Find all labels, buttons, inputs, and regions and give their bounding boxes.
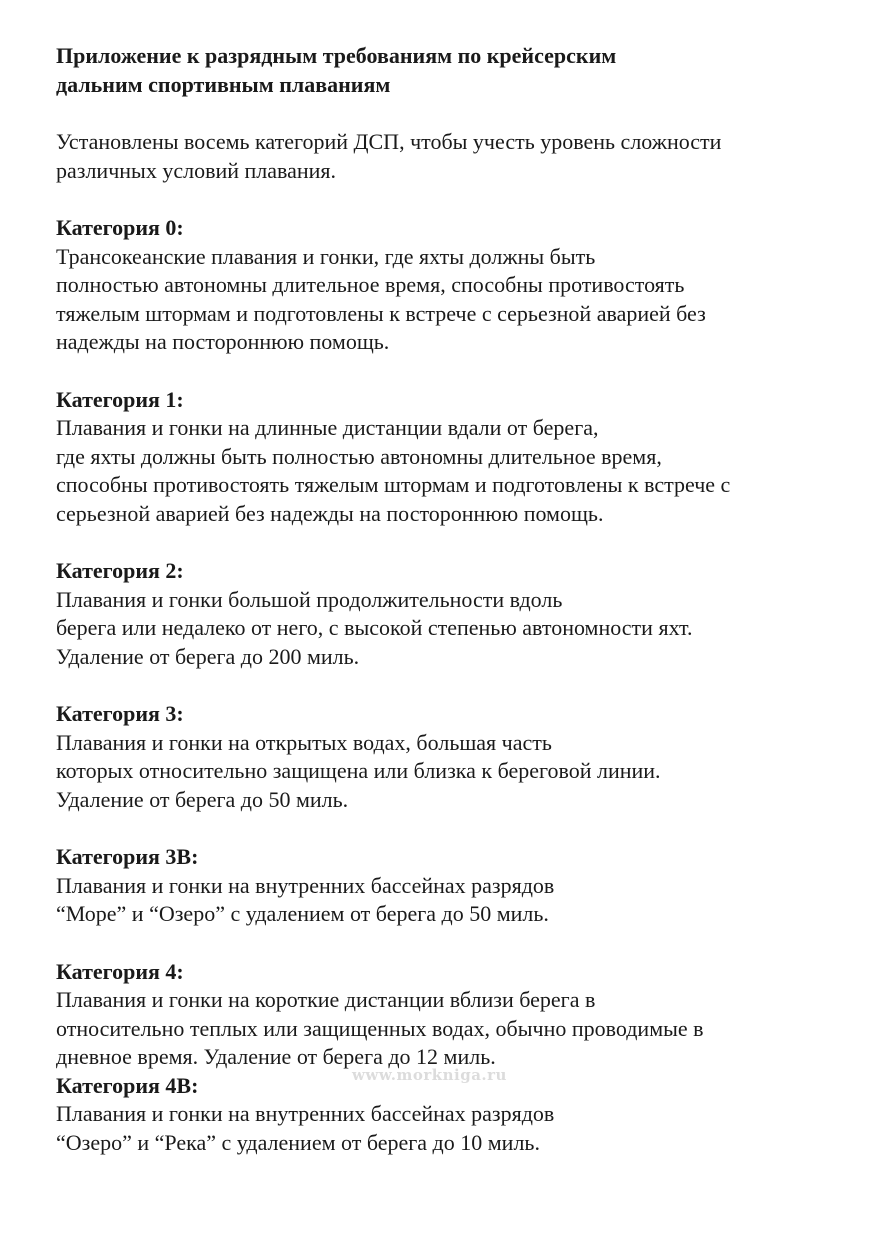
category-text-line: Удаление от берега до 50 миль. [56, 786, 349, 812]
category-text-line: серьезной аварией без надежды на постороннюю помощь. [56, 500, 604, 526]
category-text-line: способны противостоять тяжелым штормам и подготовлены к встрече с [56, 472, 731, 497]
category-4b [56, 1072, 856, 1158]
category-title: Категория 0: [56, 215, 184, 240]
category-0 [56, 214, 856, 357]
category-text-line: относительно теплых или защищенных водах, обычно проводимые в [56, 1015, 704, 1041]
intro-line: Установлены восемь категорий ДСП, чтобы учесть уровень сложности [56, 129, 722, 154]
category-text-line: Плавания и гонки большой продолжительности вдоль [56, 586, 563, 612]
category-text-line: дневное время. Удаление от берега до 12 миль. [56, 1044, 496, 1069]
category-text-line: берега или недалеко от него, с высокой степенью автономности яхт. [56, 615, 693, 640]
category-text-line: Плавания и гонки на внутренних бассейнах разрядов [56, 872, 555, 898]
intro-paragraph [56, 128, 856, 185]
category-text-line: Плавания и гонки на внутренних бассейнах разрядов [56, 1101, 555, 1126]
category-title: Категория 2: [56, 558, 184, 583]
category-text-line: Плавания и гонки на короткие дистанции вблизи берега в [56, 987, 596, 1012]
category-text-line: “Море” и “Озеро” с удалением от берега до 50 миль. [56, 901, 549, 926]
category-3b [56, 843, 856, 929]
category-title: Категория 4: [56, 958, 184, 984]
category-title: Категория 3: [56, 701, 184, 726]
category-4 [56, 958, 856, 1072]
category-text-line: полностью автономны длительное время, способны противостоять [56, 272, 685, 297]
document-page [56, 42, 856, 1157]
document-title [56, 42, 856, 99]
category-text-line: Удаление от берега до 200 миль. [56, 643, 360, 669]
category-2 [56, 557, 856, 671]
category-text-line: “Озеро” и “Река” с удалением от берега до 10 миль. [56, 1129, 540, 1155]
category-3 [56, 700, 856, 814]
category-text-line: Плавания и гонки на открытых водах, большая часть [56, 729, 552, 755]
category-text-line: Трансокеанские плавания и гонки, где яхты должны быть [56, 243, 596, 269]
category-1 [56, 386, 856, 529]
title-line: дальним спортивным плаваниям [56, 71, 391, 97]
category-text-line: надежды на постороннюю помощь. [56, 329, 390, 354]
category-text-line: где яхты должны быть полностью автономны длительное время, [56, 443, 662, 469]
category-text-line: Плавания и гонки на длинные дистанции вдали от берега, [56, 415, 599, 440]
category-text-line: тяжелым штормам и подготовлены к встрече с серьезной аварией без [56, 300, 706, 326]
category-title: Категория 1: [56, 386, 184, 412]
category-title: Категория 4В: [56, 1072, 199, 1098]
intro-line: различных условий плавания. [56, 157, 337, 183]
category-title: Категория 3В: [56, 844, 199, 869]
watermark-text: www.morkniga.ru [352, 1066, 507, 1084]
title-line: Приложение к разрядным требованиям по крейсерским [56, 43, 617, 68]
category-text-line: которых относительно защищена или близка к береговой линии. [56, 758, 661, 783]
